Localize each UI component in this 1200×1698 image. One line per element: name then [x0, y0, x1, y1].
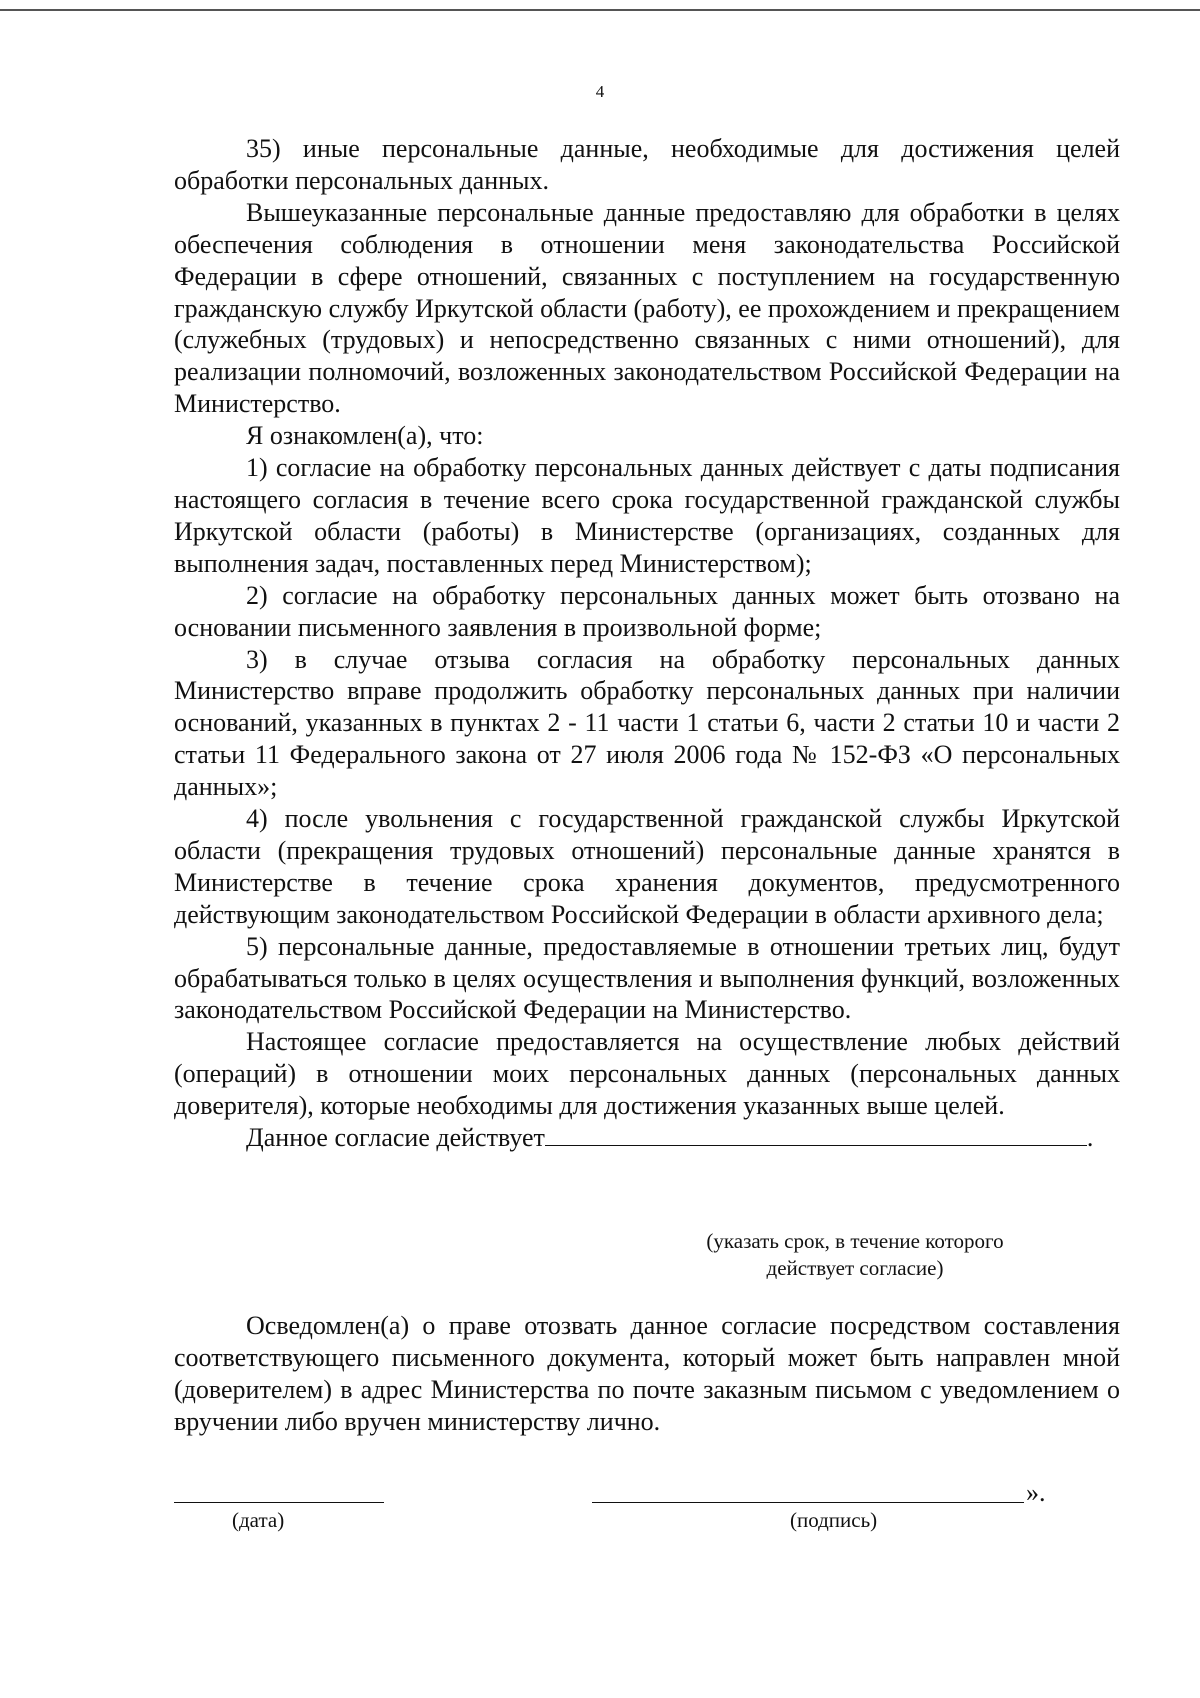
- top-rule: [0, 9, 1200, 11]
- validity-label: Данное согласие действует: [246, 1123, 545, 1153]
- validity-line: [174, 1122, 1120, 1154]
- paragraph-consent-scope: Настоящее согласие предоставляется на осуществление любых действий (операций) в отношении моих персональных данных (персональных данных доверителя), которые необходимы для достижения указанных выше целей.: [174, 1027, 1120, 1121]
- paragraph-item-35: 35) иные персональные данные, необходимые для достижения целей обработки персональных данных.: [174, 134, 1120, 195]
- paragraph-term-4: 4) после увольнения с государственной гражданской службы Иркутской области (прекращения трудовых отношений) персональные данные хранятся в Министерстве в течение срока хранения документов, предусмотренного действующим законодательством Российской Федерации в области архивного дела;: [174, 804, 1120, 929]
- validity-hint-line-1: (указать срок, в течение которого: [706, 1229, 1004, 1253]
- signature-label: (подпись): [790, 1508, 878, 1532]
- page-number: 4: [595, 82, 605, 101]
- notice-block: [174, 1310, 1120, 1438]
- paragraph-purpose: Вышеуказанные персональные данные предоставляю для обработки в целях обеспечения соблюдения в отношении меня законодательства Российской Федерации в сфере отношений, связанных с поступлением на государственную гражданскую службу Иркутской области (работу), ее прохождением и прекращением (служебных (трудовых) и непосредственно связанных с ними отношений), для реализации полномочий, возложенных законодательством Российской Федерации на Министерство.: [174, 197, 1120, 419]
- paragraph-term-2: 2) согласие на обработку персональных данных может быть отозвано на основании письменного заявления в произвольной форме;: [174, 580, 1120, 642]
- paragraph-acknowledged: Я ознакомлен(а), что:: [246, 421, 484, 451]
- paragraph-term-3: 3) в случае отзыва согласия на обработку персональных данных Министерство вправе продолжить обработку персональных данных при наличии оснований, указанных в пунктах 2 - 11 части 1 статьи 6, части 2 статьи 10 и части 2 статьи 11 Федерального закона от 27 июля 2006 года № 152-ФЗ «О персональных данных»;: [174, 644, 1120, 802]
- signature-end-mark: ».: [1026, 1478, 1046, 1507]
- document-body: [174, 133, 1120, 1154]
- validity-blank-field[interactable]: [545, 1123, 1087, 1146]
- validity-end-mark: .: [1086, 1123, 1094, 1153]
- signature-blank-field[interactable]: [592, 1502, 1024, 1503]
- paragraph-term-5: 5) персональные данные, предоставляемые в отношении третьих лиц, будут обрабатываться только в целях осуществления и выполнения функций, возложенных законодательством Российской Федерации на Министерство.: [174, 931, 1120, 1025]
- validity-hint-line-2: действует согласие): [766, 1256, 944, 1280]
- date-label: (дата): [232, 1508, 285, 1532]
- date-blank-field[interactable]: [174, 1502, 384, 1503]
- paragraph-term-1: 1) согласие на обработку персональных данных действует с даты подписания настоящего согласия в течение всего срока государственной гражданской службы Иркутской области (работы) в Министерстве (организациях, созданных для выполнения задач, поставленных перед Министерством);: [174, 453, 1120, 578]
- validity-hint: [660, 1228, 1050, 1282]
- paragraph-revoke-notice: Осведомлен(а) о праве отозвать данное согласие посредством составления соответствующего письменного документа, который может быть направлен мной (доверителем) в адрес Министерства по почте заказным письмом с уведомлением о вручении либо вручен министерству лично.: [174, 1311, 1120, 1436]
